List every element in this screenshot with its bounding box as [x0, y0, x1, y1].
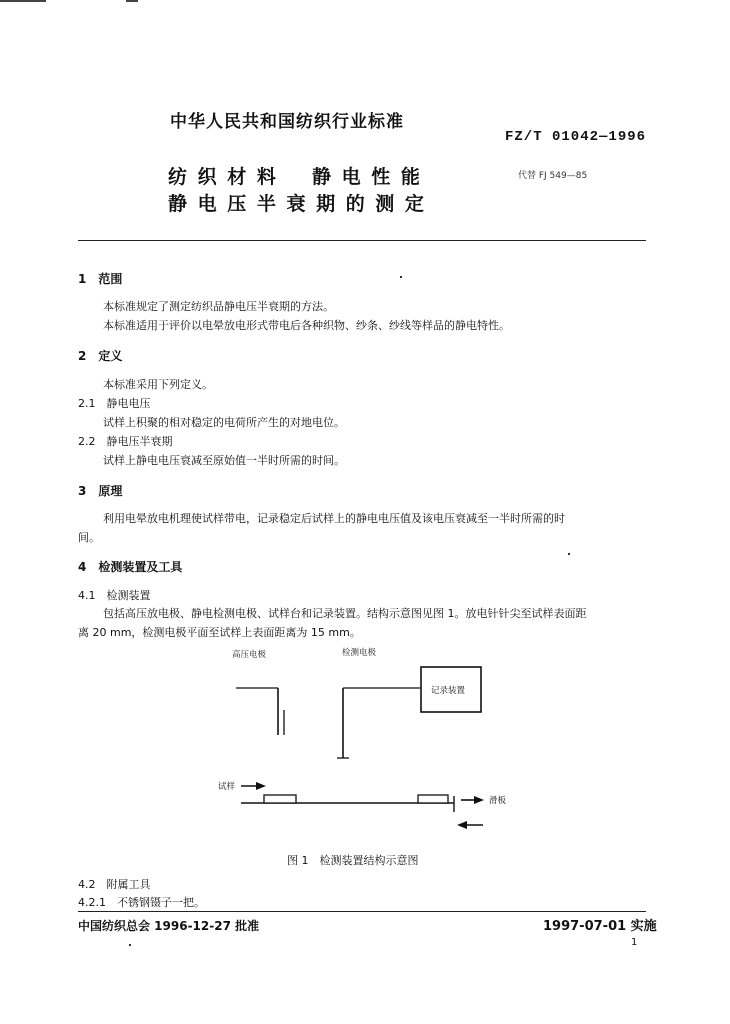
page-number: 1	[631, 937, 638, 948]
section-1-heading: 1 范围	[78, 272, 123, 286]
footer-divider	[78, 911, 646, 912]
hv-electrode	[236, 688, 284, 735]
section-1-para-1: 本标准规定了测定纺织品静电压半衰期的方法。	[103, 300, 334, 313]
slide-arrow-left	[457, 821, 483, 829]
approval-line: 中国纺织总会 1996-12-27 批准	[78, 919, 260, 933]
sample-arrow	[241, 782, 266, 790]
section-1-para-2: 本标准适用于评价以电晕放电形式带电后各种织物、纱条、纱线等样品的静电特性。	[103, 319, 510, 332]
scan-speck	[400, 276, 402, 278]
standard-number: FZ/T 01042—1996	[505, 129, 647, 145]
title-line2: 静 电 压 半 衰 期 的 测 定	[168, 193, 426, 215]
header-divider	[78, 240, 646, 241]
title-line1-a: 纺 织 材 料	[168, 166, 278, 188]
section-4-1-line-2: 离 20 mm，检测电极平面至试样上表面距离为 15 mm。	[78, 626, 361, 639]
scan-mark	[126, 0, 138, 2]
section-4-heading: 4 检测装置及工具	[78, 560, 183, 574]
replaces-note: 代替 FJ 549—85	[518, 171, 588, 181]
title-line1-b: 静 电 性 能	[312, 166, 422, 188]
scan-speck	[568, 553, 570, 555]
section-3-line-2: 间。	[78, 531, 100, 544]
section-4-2-1: 4.2.1 不锈钢镊子一把。	[78, 896, 205, 909]
org-title: 中华人民共和国纺织行业标准	[170, 112, 404, 132]
hv-electrode-label: 高压电极	[232, 650, 267, 660]
section-2-heading: 2 定义	[78, 349, 123, 363]
scan-speck	[129, 944, 131, 946]
sample-holder-right	[418, 795, 448, 803]
sample-label: 试样	[218, 782, 236, 792]
section-3-line-1: 利用电晕放电机理使试样带电，记录稳定后试样上的静电电压值及该电压衰减至一半时所需的时	[103, 512, 565, 525]
figure-1-caption: 图 1 检测装置结构示意图	[287, 854, 419, 867]
section-4-1-title: 4.1 检测装置	[78, 589, 151, 602]
slide-label: 滑板	[489, 796, 507, 806]
section-2-intro: 本标准采用下列定义。	[103, 378, 213, 391]
definition-2-2-text: 试样上静电电压衰减至原始值一半时所需的时间。	[103, 454, 345, 467]
section-4-2-title: 4.2 附属工具	[78, 878, 151, 891]
effective-date: 1997-07-01 实施	[543, 919, 657, 934]
definition-2-1-text: 试样上积聚的相对稳定的电荷所产生的对地电位。	[103, 416, 345, 429]
definition-2-1-title: 2.1 静电电压	[78, 397, 151, 410]
figure-1-diagram	[0, 640, 730, 840]
definition-2-2-title: 2.2 静电压半衰期	[78, 435, 173, 448]
section-3-heading: 3 原理	[78, 484, 123, 498]
recorder-label: 记录装置	[431, 686, 466, 696]
detect-electrode-label: 检测电极	[342, 648, 377, 658]
section-4-1-line-1: 包括高压放电极、静电检测电极、试样台和记录装置。结构示意图见图 1。放电针针尖至试样表面距	[103, 607, 587, 620]
detect-electrode	[337, 688, 420, 758]
slide-arrow-right	[461, 796, 484, 804]
sample-holder-left	[264, 795, 296, 803]
scan-mark	[0, 0, 46, 2]
